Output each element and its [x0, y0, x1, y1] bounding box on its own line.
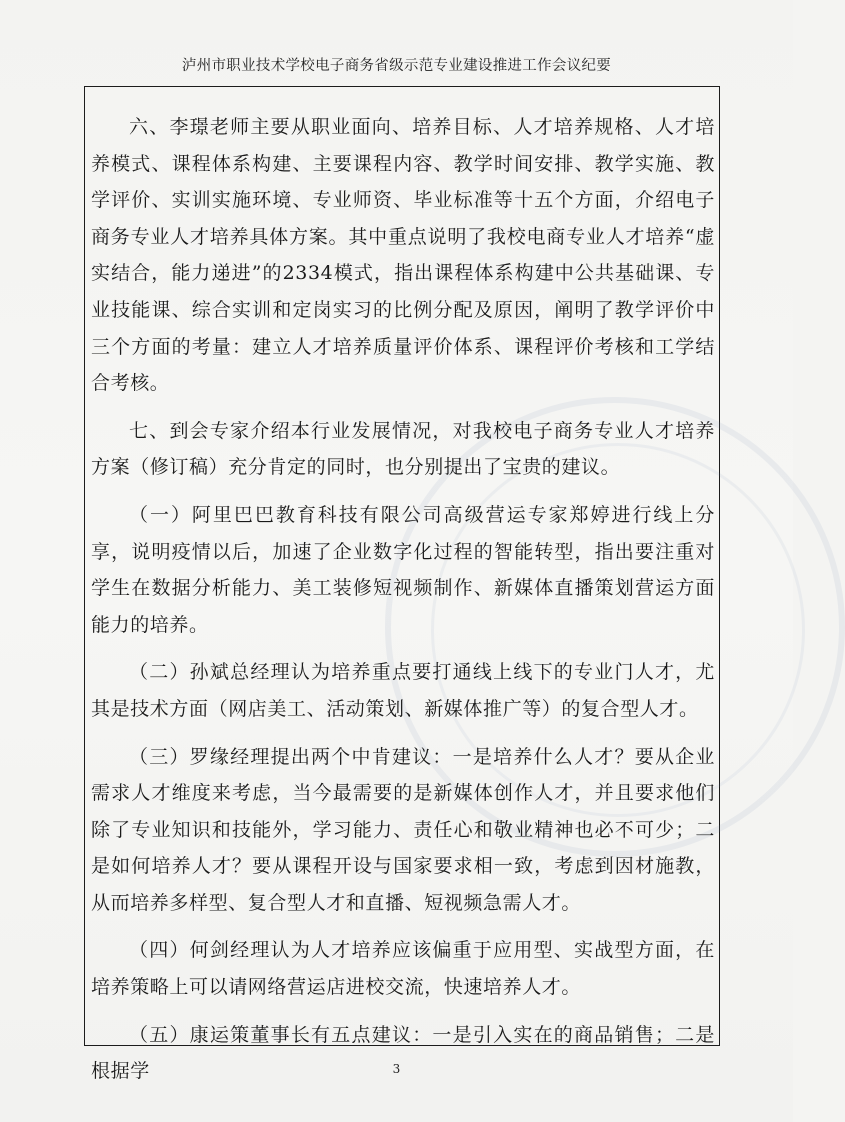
- paragraph-7-1-zheng-ting: （一）阿里巴巴教育科技有限公司高级营运专家郑婷进行线上分享，说明疫情以后，加速了企业数字化过程的智能转型，指出要注重对学生在数据分析能力、美工装修短视频制作、新媒体直播策划营运方面能力的培养。: [91, 503, 715, 636]
- paragraph-7-3-luo-yuan: （三）罗缘经理提出两个中肯建议：一是培养什么人才？要从企业需求人才维度来考虑，当今最需要的是新媒体创作人才，并且要求他们除了专业知识和技能外，学习能力、责任心和敬业精神也必不可少；二是如何培养人才？要从课程开设与国家要求相一致，考虑到因材施教，从而培养多样型、复合型人才和直播、短视频急需人才。: [91, 745, 715, 914]
- paragraph-7-4-he-jian: （四）何剑经理认为人才培养应该偏重于应用型、实战型方面，在培养策略上可以请网络营运店进校交流，快速培养人才。: [91, 939, 715, 999]
- paragraph-7-5-kang-yunce: （五）康运策董事长有五点建议：一是引入实在的商品销售；二是根据学: [91, 1023, 715, 1083]
- page-header: 泸州市职业技术学校电子商务省级示范专业建设推进工作会议纪要: [181, 58, 612, 74]
- paragraph-7-experts: 七、到会专家介绍本行业发展情况，对我校电子商务专业人才培养方案（修订稿）充分肯定的同时，也分别提出了宝贵的建议。: [91, 419, 715, 479]
- page-number: 3: [392, 1062, 401, 1076]
- body-text: [85, 87, 721, 1101]
- paragraph-6-li-jing: 六、李璟老师主要从职业面向、培养目标、人才培养规格、人才培养模式、课程体系构建、主要课程内容、教学时间安排、教学实施、教学评价、实训实施环境、专业师资、毕业标准等十五个方面，介绍电子商务专业人才培养具体方案。其中重点说明了我校电商专业人才培养“虚实结合，能力递进”的2334模式，指出课程体系构建中公共基础课、专业技能课、综合实训和定岗实习的比例分配及原因，阐明了教学评价中三个方面的考量：建立人才培养质量评价体系、课程评价考核和工学结合考核。: [91, 116, 715, 395]
- content-frame: [84, 86, 720, 1083]
- paragraph-7-2-sun-bin: （二）孙斌总经理认为培养重点要打通线上线下的专业门人才，尤其是技术方面（网店美工、活动策划、新媒体推广等）的复合型人才。: [91, 661, 715, 720]
